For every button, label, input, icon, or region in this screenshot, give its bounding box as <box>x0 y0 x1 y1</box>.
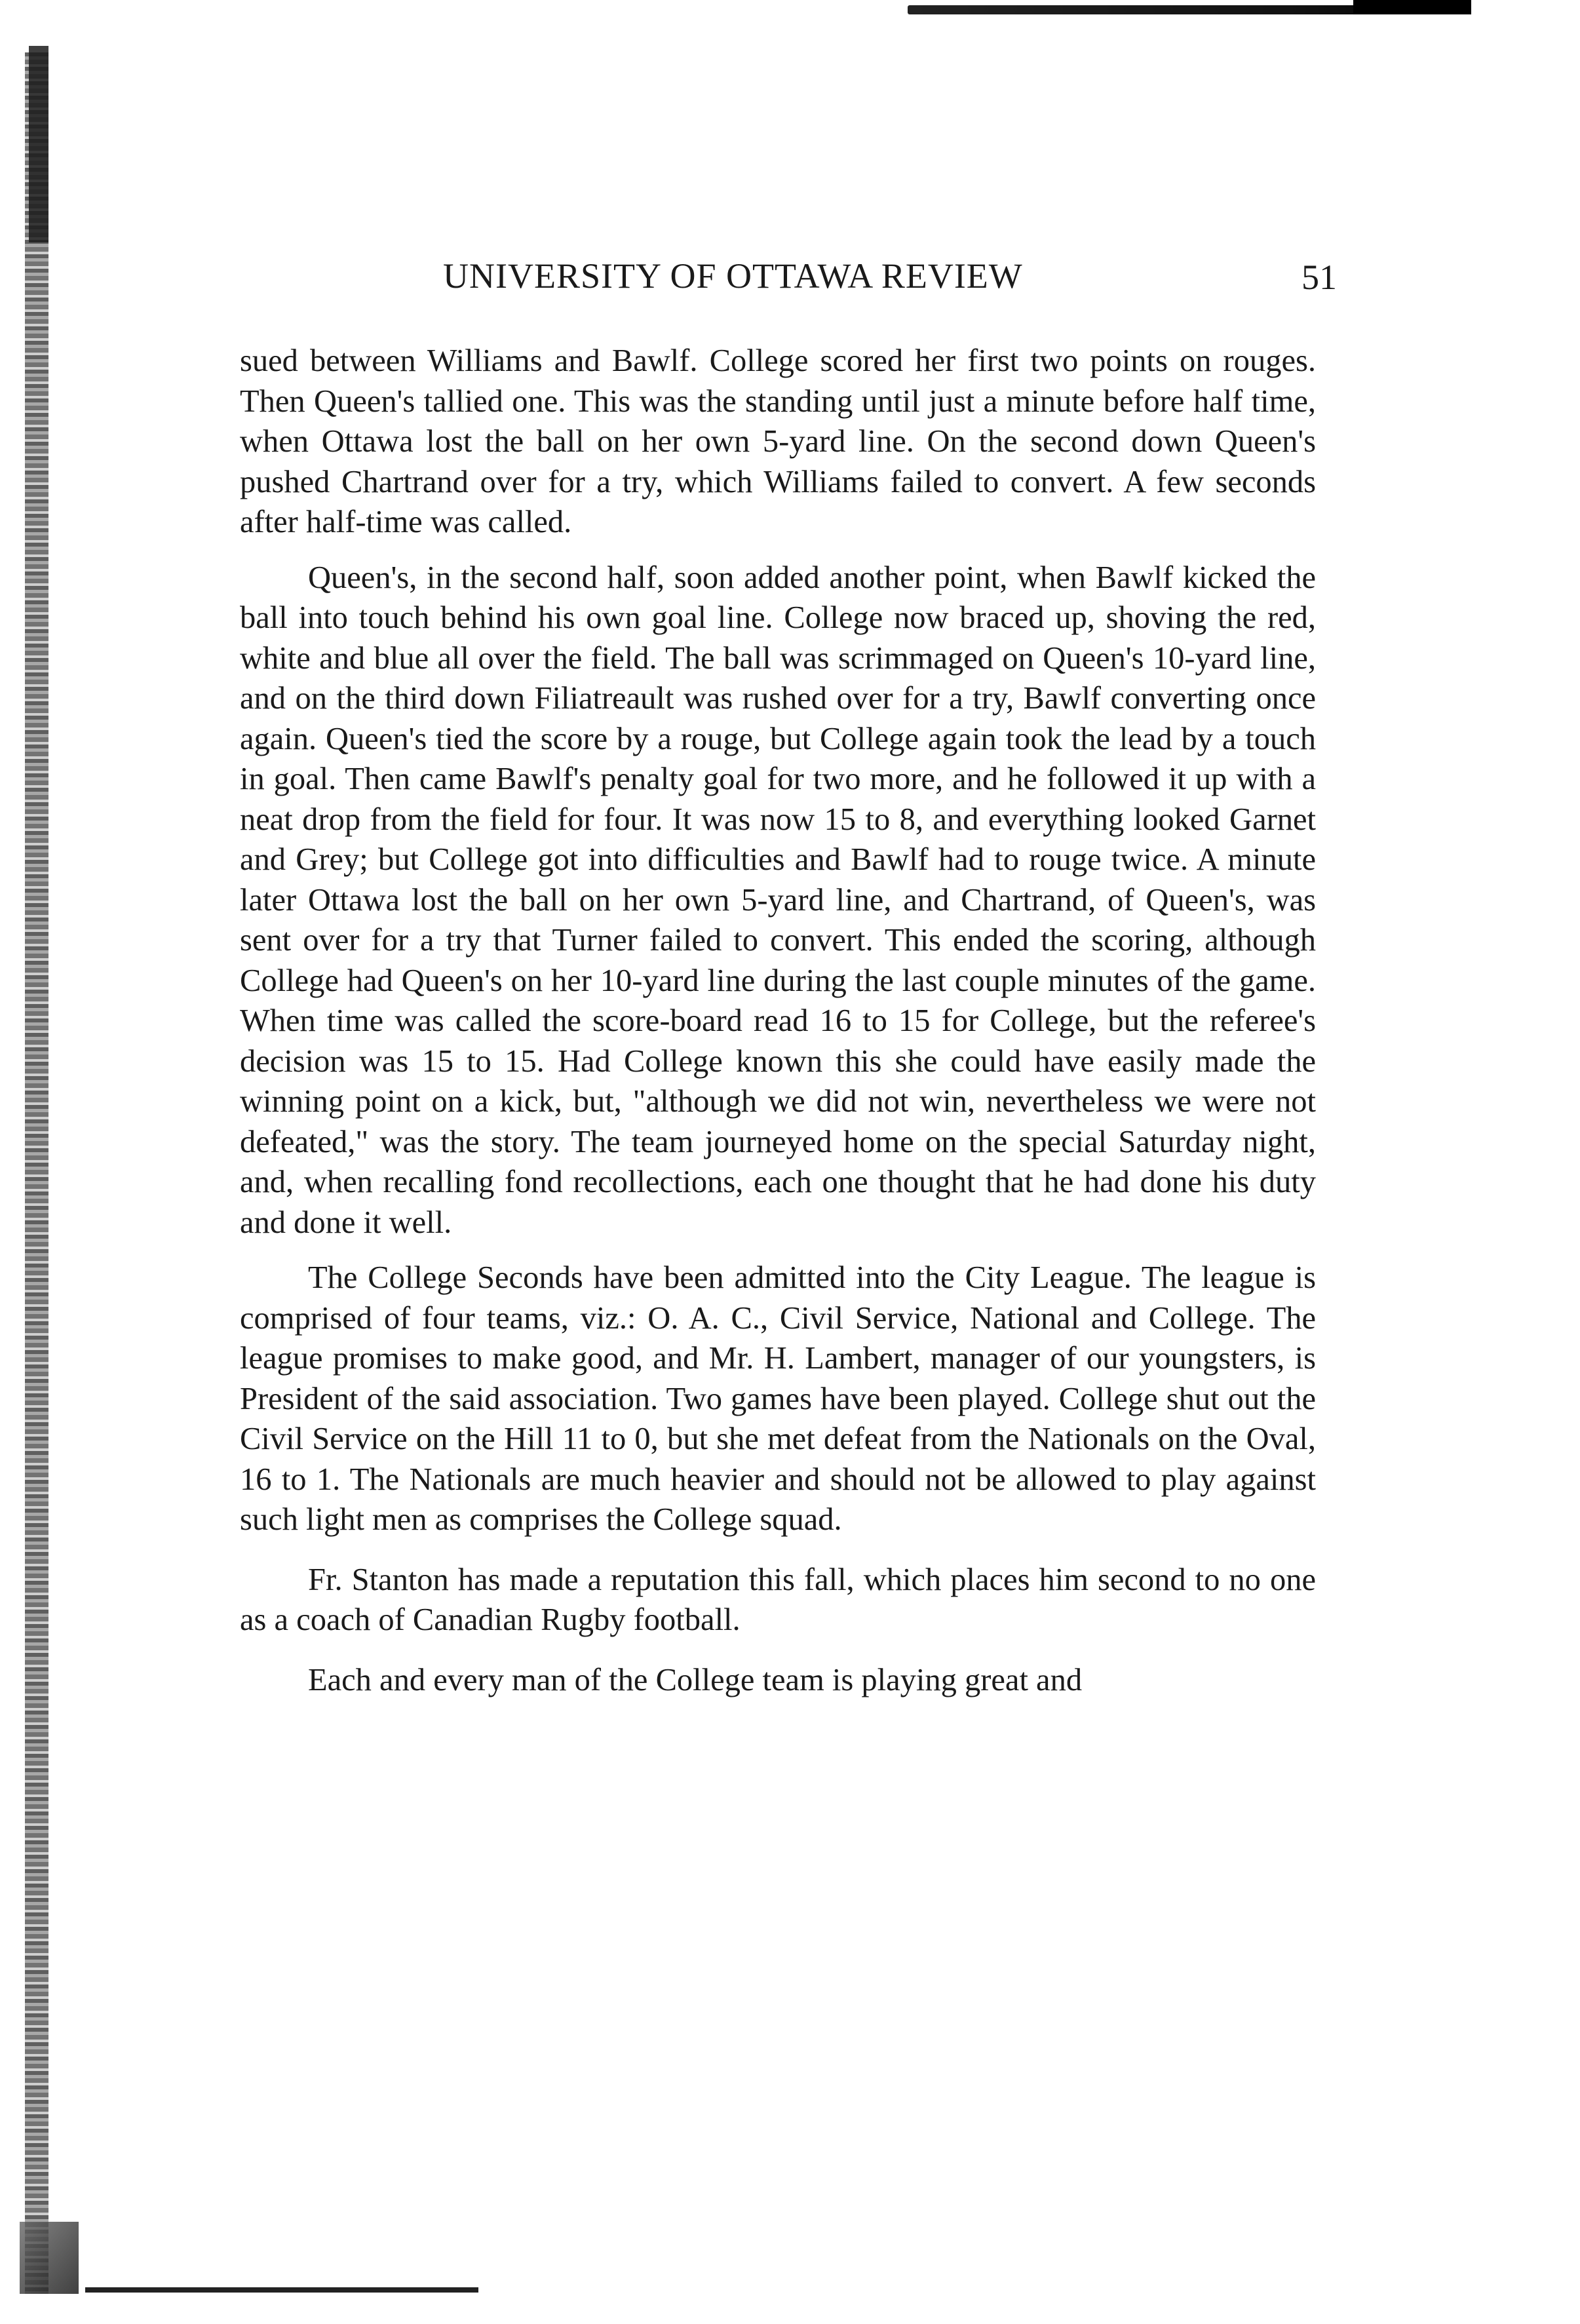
paragraph-city-league: The College Seconds have been admitted into the City League. The league is comprised of four teams, viz.: O. A. C., Civil Service, National and College. The league promises to make good, and Mr. H. Lambert, manager of our youngsters, is President of the said association. Two games have been played. College shut out the Civil Service on the Hill 11 to 0, but she met defeat from the Nationals on the Oval, 16 to 1. The Nationals are much heavier and should not be allowed to play against such light men as comprises the College squad. <box>240 1260 1316 1537</box>
paragraph-second-half: Queen's, in the second half, soon added another point, when Bawlf kicked the ball into touch behind his own goal line. College now braced up, shoving the red, white and blue all over the field. The ball was scrimmaged on Queen's 10-yard line, and on the third down Filiatreault was rushed over for a try, Bawlf converting once again. Queen's tied the score by a rouge, but College again took the lead by a touch in goal. Then came Bawlf's penalty goal for two more, and he followed it up with a neat drop from the field for four. It was now 15 to 8, and everything looked Garnet and Grey; but College got into difficulties and Bawlf had to rouge twice. A minute later Ottawa lost the ball on her own 5-yard line, and Chartrand, of Queen's, was sent over for a try that Turner failed to convert. This ended the scoring, although College had Queen's on her 10-yard line during the last couple minutes of the game. When time was called the score-board read 16 to 15 for College, but the referee's decision was 15 to 15. Had College known this she could have easily made the winning point on a kick, but, "although we did not win, nevertheless we were not defeated," was the story. The team journeyed home on the special Saturday night, and, when recalling fond recollections, each one thought that he had done his duty and done it well. <box>240 560 1316 1240</box>
paragraph-team: Each and every man of the College team is playing great and <box>308 1662 1083 1697</box>
scan-binding-edge <box>25 52 48 2294</box>
scan-bottom-corner <box>20 2222 79 2294</box>
page-header <box>236 256 1337 308</box>
scan-binding-shadow <box>29 46 48 242</box>
scan-top-rule <box>908 5 1471 14</box>
scan-bottom-rule <box>85 2287 478 2293</box>
paragraph-coach: Fr. Stanton has made a reputation this fall, which places him second to no one as a coach of Canadian Rugby football. <box>240 1562 1316 1637</box>
page-number: 51 <box>1301 258 1337 297</box>
paragraph-continued: sued between Williams and Bawlf. College scored her first two points on rouges. Then Queen's tallied one. This was the standing until just a minute before half time, when Ottawa lost the ball on her own 5-yard line. On the second down Queen's pushed Chartrand over for a try, which Williams failed to convert. A few seconds after half-time was called. <box>240 343 1316 539</box>
article-body <box>240 341 1316 1700</box>
running-head: UNIVERSITY OF OTTAWA REVIEW <box>443 256 1023 296</box>
